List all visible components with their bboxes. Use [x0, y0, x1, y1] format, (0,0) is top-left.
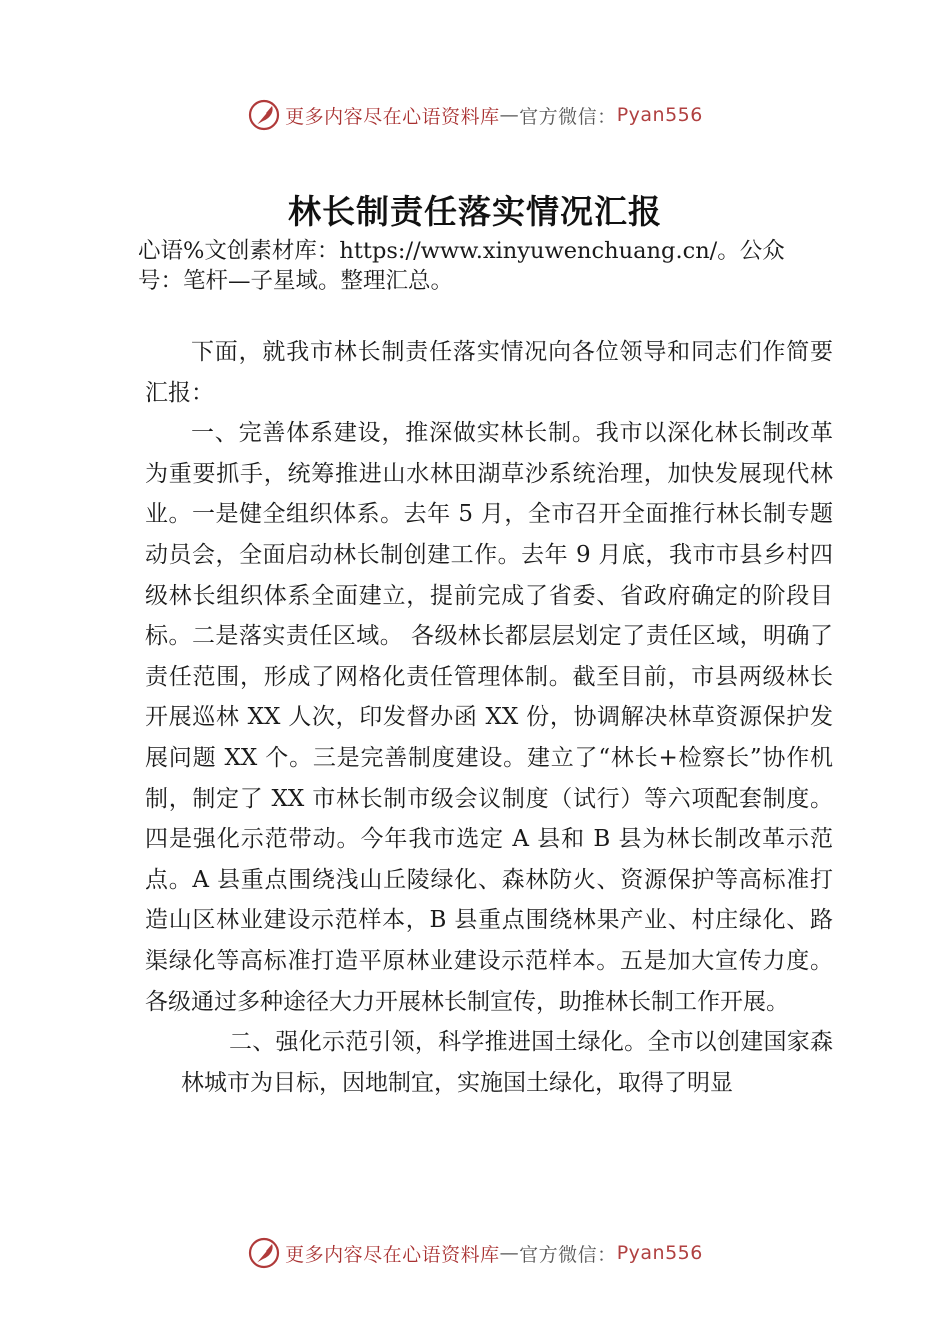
quill-logo-icon	[247, 98, 281, 132]
document-body	[145, 332, 833, 1103]
document-title: 林长制责任落实情况汇报	[288, 192, 662, 231]
banner-dash: —	[499, 104, 520, 126]
banner-main-text: 更多内容尽在心语资料库	[285, 105, 500, 128]
banner-wechat-label: 官方微信：	[519, 1243, 617, 1266]
banner-wechat-id: Pyan556	[616, 104, 703, 126]
footer-banner	[0, 1233, 950, 1273]
header-banner	[0, 95, 950, 135]
source-note: 心语%文创素材库：https://www.xinyuwenchuang.cn/。公众号：笔杆—子星域。整理汇总。	[138, 238, 785, 294]
banner-dash: —	[499, 1242, 520, 1264]
paragraph-section-1: 一、完善体系建设，推深做实林长制。我市以深化林长制改革为重要抓手，统筹推进山水林田湖草沙系统治理，加快发展现代林业。一是健全组织体系。去年 5 月，全市召开全面推行林长制专题动员会，全面启动林长制创建工作。去年 9 月底，我市市县乡村四级林长组织体系全面建立，提前完成了省委、省政府确定的阶段目标。二是落实责任区域。 各级林长都层层划定了责任区域，明确了责任范围，形成了网格化责任管理体制。截至目前，市县两级林长开展巡林 XX 人次，印发督办函 XX 份，协调解决林草资源保护发展问题 XX 个。三是完善制度建设。建立了“林长+检察长”协作机制，制定了 XX 市林长制市级会议制度（试行）等六项配套制度。四是强化示范带动。今年我市选定 A 县和 B 县为林长制改革示范点。A 县重点围绕浅山丘陵绿化、森林防火、资源保护等高标准打造山区林业建设示范样本，B 县重点围绕林果产业、村庄绿化、路渠绿化等高标准打造平原林业建设示范样本。五是加大宣传力度。各级通过多种途径大力开展林长制宣传，助推林长制工作开展。	[145, 420, 833, 1015]
paragraph-section-2: 二、强化示范引领，科学推进国土绿化。全市以创建国家森林城市为目标，因地制宜，实施国土绿化，取得了明显	[181, 1029, 833, 1096]
banner-wechat-label: 官方微信：	[519, 105, 617, 128]
quill-logo-icon	[247, 1236, 281, 1270]
paragraph-intro: 下面，就我市林长制责任落实情况向各位领导和同志们作简要汇报：	[145, 339, 833, 406]
banner-wechat-id: Pyan556	[616, 1242, 703, 1264]
banner-main-text: 更多内容尽在心语资料库	[285, 1243, 500, 1266]
